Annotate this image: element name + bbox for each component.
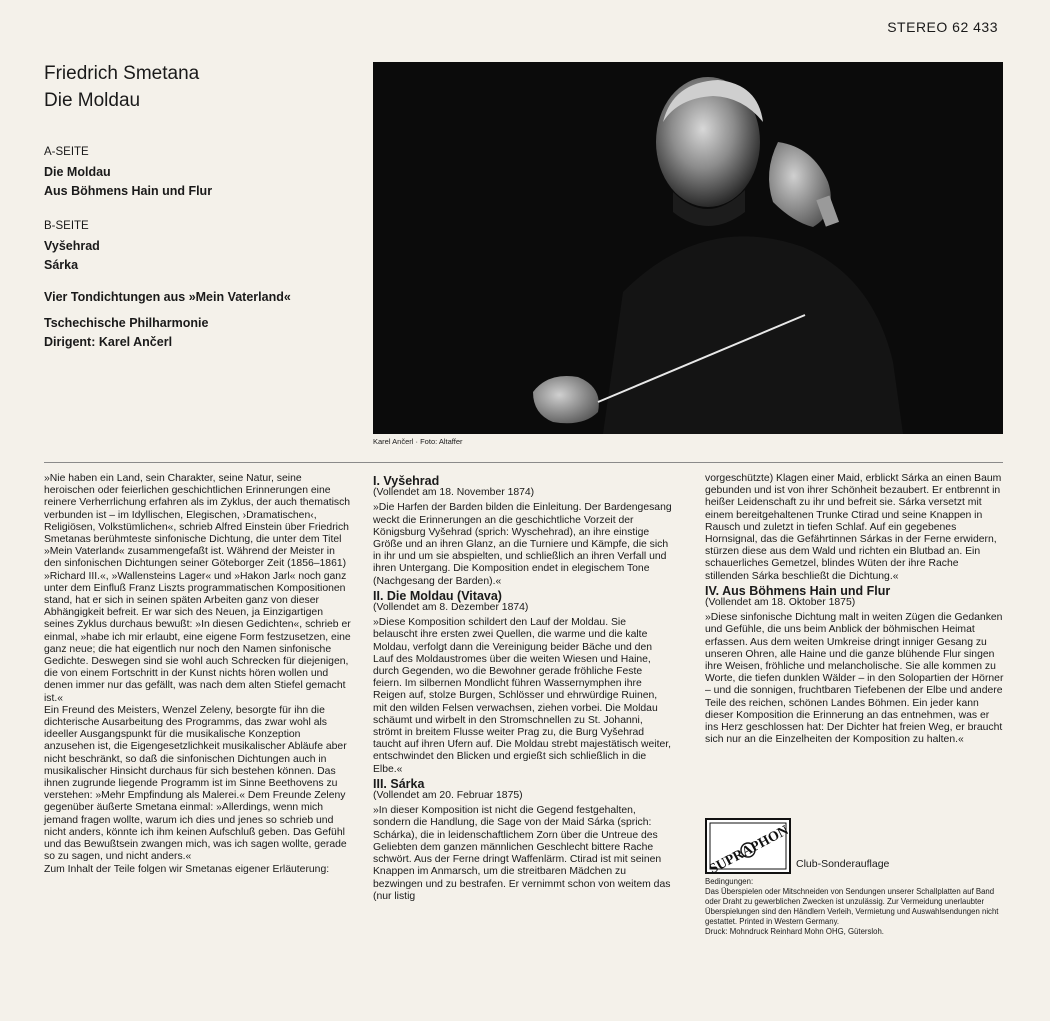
cycle-title: Vier Tondichtungen aus »Mein Vaterland« (44, 290, 291, 304)
intro-paragraph-1: »Nie haben ein Land, sein Charakter, seine Natur, seine heroischen oder feierlichen geschichtlichen Erinnerungen eine reinere Verherrlichung erfahren als im Zyklus, der auch thematisch verbunden ist – im Idyllischen, Elegischen, ›Dramatischen‹, Religiösen, Volkstümlichen«, schrieb Alfred Einstein über Friedrich Smetanas berühmteste sinfonische Dichtung, die unter dem Titel »Mein Vaterland« zusammengefaßt ist. Während der Meister in den sinfonischen Dichtungen seiner Göteborger Zeit (1856–1861) »Richard III.«, »Wallensteins Lager« und »Hakon Jarl« noch ganz unter dem Einfluß Franz Liszts programmatischen Kompositionen stand, hat er sich in seinen späten Arbeiten ganz von dieser Abhängigkeit befreit. Er war sich des Neuen, ja Einzigartigen seines Zyklus durchaus bewußt: »In diesen Gedichten«, schrieb er einmal, »habe ich mir erlaubt, eine eigene Form festzusetzen, eine ganz neue; die hat eigentlich nur noch den Namen sinfonische Gedichte. Deswegen sind sie wohl auch Schrecken für diejenigen, die von einem Fortschritt in der Kunst nichts hören wollen und denen immer nur das gefällt, was nach dem alten Stiefel gemacht ist.« (44, 473, 351, 704)
conditions-heading: Bedingungen: (705, 877, 754, 886)
printer-note: Druck: Mohndruck Reinhard Mohn OHG, Gütersloh. (705, 927, 884, 936)
side-b-label: B-SEITE (44, 220, 89, 232)
movement-1-date: (Vollendet am 18. November 1874) (373, 487, 535, 499)
movement-4-date: (Vollendet am 18. Oktober 1875) (705, 597, 856, 609)
supraphon-logo-drawing (705, 818, 791, 874)
intro-paragraph-2: Ein Freund des Meisters, Wenzel Zeleny, besorgte für ihn die dichterische Ausarbeitung des Programms, das zwar wohl als ideeller Ausgangspunkt für die musikalische Konzeption anzusehen ist, die Eigengesetzlichkeit musikalischer Abläufe aber nicht beschränkt, so daß die sinfonischen Dichtungen auch in musikalischer Hinsicht durchaus für sich bestehen können. Das ihnen zugrunde liegende Programm ist im Sinne Beethovens zu verstehen: »Mehr Empfindung als Malerei.« Dem Freunde Zeleny gegenüber äußerte Smetana einmal: »Allerdings, wenn mich jemand fragen wollte, warum ich dies und jenes so schrieb und nicht anders, könnte ich ihm keinen Aufschluß geben. Das Gefühl und das Bewußtsein zwangen mich, was ich sagen wollte, gerade so zu sagen, und nicht anders.« (44, 704, 347, 863)
conductor-photo-drawing (373, 62, 1003, 434)
orchestra: Tschechische Philharmonie (44, 316, 209, 330)
logo-text: SUPRAPHON (707, 823, 791, 874)
movement-1-title: I. Vyšehrad (373, 474, 440, 488)
photo-caption: Karel Ančerl · Foto: Altaffer (373, 437, 463, 446)
club-edition-label: Club-Sonderauflage (796, 858, 890, 870)
side-b-track-2: Sárka (44, 258, 79, 272)
composer-name: Friedrich Smetana (44, 63, 200, 84)
movement-2-date: (Vollendet am 8. Dezember 1874) (373, 602, 529, 614)
column-movements-1 (373, 473, 673, 903)
movement-3-text-continued: vorgeschützte) Klagen einer Maid, erblickt Sárka an einen Baum gebunden und ist von ihrer Schönheit bezaubert. Er entbrennt in heißer Leidenschaft zu ihr und befreit sie. Sárka versetzt mit einem bereitgehaltenen Trunke Ctirad und seine Knappen in Rausch und zuletzt in tiefen Schlaf. Auf ein gegebenes Hornsignal, das die Gefährtinnen Sárkas in der Ferne erwidern, stürzen diese aus dem Wald und richten ein Blutbad an. Ein schauerliches Gemetzel, blindes Wüten der ihre Rache stillenden Sárka beschließt die Dichtung.« (705, 473, 1002, 582)
conductor-photo (373, 62, 1003, 434)
column-movements-2 (705, 473, 1005, 746)
movement-2-text: »Diese Komposition schildert den Lauf der Moldau. Sie belauscht ihre ersten zwei Quellen, die warme und die kalte Moldau, verfolgt dann die Vereinigung beider Bäche und den Lauf des Moldaustromes über die weiten Wiesen und Haine, durch Gegenden, wo die Bewohner gerade fröhliche Feste feiern. Im silbernen Mondlicht führen Wassernymphen ihre Reigen auf, stolze Burgen, Schlösser und ehrwürdige Ruinen, mit den wilden Felsen verwachsen, ziehen vorbei. Die Moldau schäumt und wirbelt in den Stromschnellen zu St. Johanni, strömt in breitem Flusse weiter Prag zu, die Burg Vyšehrad taucht auf ihren Ufern auf. Die Moldau strebt majestätisch weiter, entschwindet den Blicken und ergießt sich schließlich in die Elbe.« (373, 617, 672, 775)
movement-2-title: II. Die Moldau (Vitava) (373, 588, 502, 603)
movement-3-text: »In dieser Komposition ist nicht die Gegend festgehalten, sondern die Handlung, die Sage von der Maid Sárka (sprich: Schárka), die in leidenschaftlichem Zorn über die Untreue des Geliebten dem ganzen männlichen Geschlecht bittere Rache schwört. Aus der Ferne dringt Waffenlärm. Ctirad ist mit seinen Knappen im Anmarsch, um die streitbaren Mädchen zu bezwingen und zu bestrafen. Er vernimmt schon von weitem das (nur listig (373, 805, 671, 902)
column-intro (44, 473, 354, 876)
movement-3-date: (Vollendet am 20. Februar 1875) (373, 790, 523, 802)
movement-1-text: »Die Harfen der Barden bilden die Einleitung. Der Bardengesang weckt die Erinnerungen an die geschichtliche Vorzeit der Königsburg Vyšehrad (sprich: Wyschehrad), an ihre einstige Größe und an ihren Glanz, an die Turniere und Kämpfe, die sich in ihr und um sie abspielten, und schließlich an ihren Verfall und ihren Untergang. Die Komposition endet in elegischem Tone (Nachgesang der Barden).« (373, 502, 672, 587)
movement-4-text: »Diese sinfonische Dichtung malt in weiten Zügen die Gedanken und Gefühle, die uns beim Anblick der böhmischen Heimat erfassen. Aus dem weiten Umkreise dringt inniger Gesang zu unseren Ohren, alle Haine und die ganze blühende Flur singen ihre Weisen, fröhliche und melancholische. Sie alle kommen zu Worte, die tiefen dunklen Wälder – in den Solopartien der Hörner – und die sonnigen, fruchtbaren Tiefebenen der Elbe und andere Teile des reichen, schönen Landes Böhmen. Ein jeder kann dieser Komposition die Erinnerung an das entnehmen, was er ins Herz geschlossen hat: Der Dichter hat freien Weg, er braucht sich nur an die Einzelheiten der Komposition zu halten.« (705, 612, 1004, 746)
conditions-block (705, 877, 1005, 937)
side-a-track-2: Aus Böhmens Hain und Flur (44, 184, 213, 198)
movement-4-title: IV. Aus Böhmens Hain und Flur (705, 583, 891, 598)
conductor: Dirigent: Karel Ančerl (44, 335, 173, 349)
intro-paragraph-3: Zum Inhalt der Teile folgen wir Smetanas eigener Erläuterung: (44, 863, 330, 875)
work-title: Die Moldau (44, 90, 141, 111)
side-a-label: A-SEITE (44, 146, 89, 158)
catalog-number: STEREO 62 433 (887, 19, 998, 35)
divider (44, 462, 1003, 463)
supraphon-logo (705, 818, 791, 874)
conditions-text: Das Überspielen oder Mitschneiden von Sendungen unserer Schallplatten auf Band oder Draht zu gewerblichen Zwecken ist unzulässig. Zur Vermeidung unerlaubter Überspielungen sind den Händlern Verleih, Vermietung und Auswahlsendungen nicht gestattet. Printed in Western Germany. (705, 887, 999, 926)
side-b-track-1: Vyšehrad (44, 239, 100, 253)
movement-3-title: III. Sárka (373, 776, 425, 791)
side-a-track-1: Die Moldau (44, 165, 111, 179)
